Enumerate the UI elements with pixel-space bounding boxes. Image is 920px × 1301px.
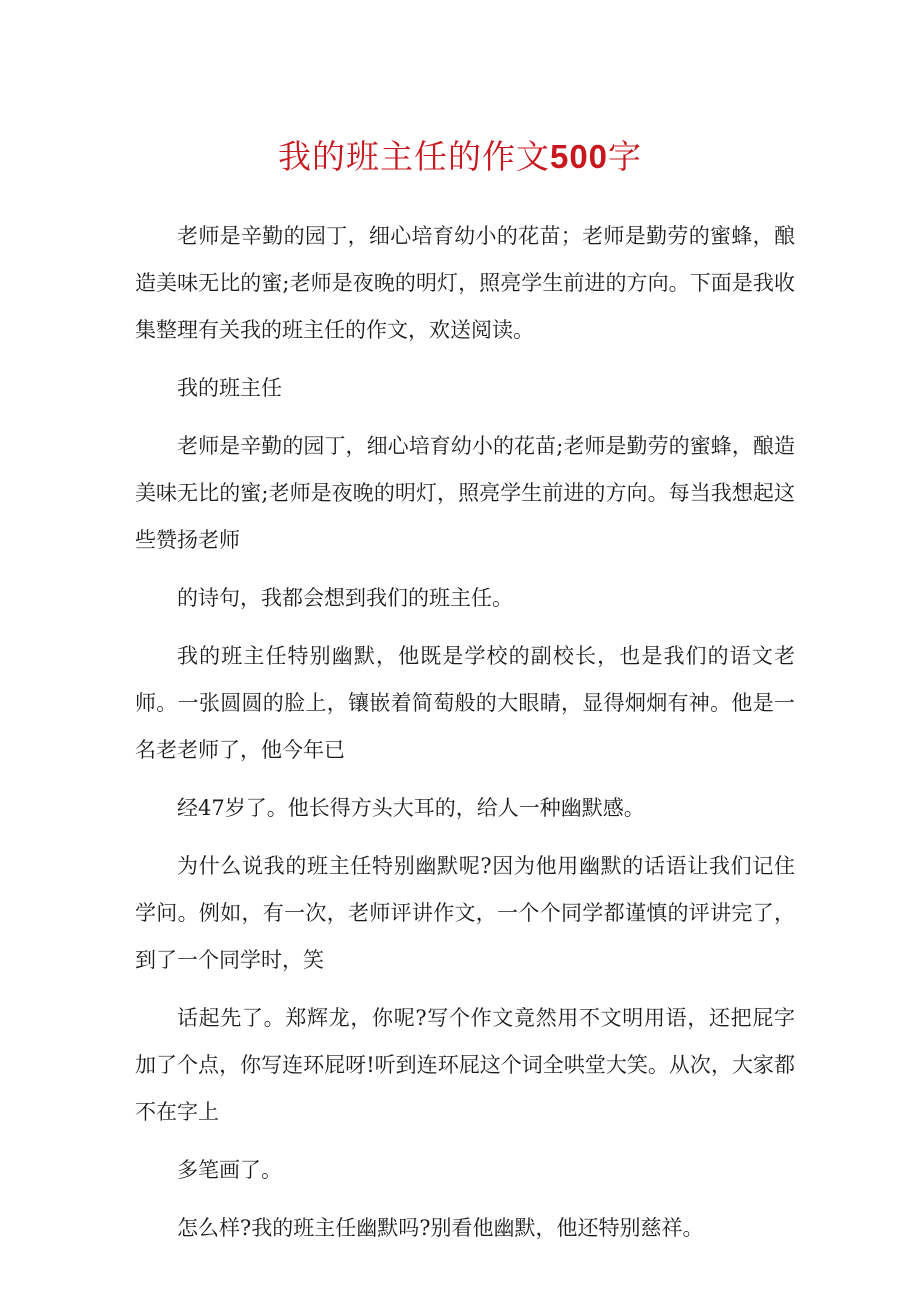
paragraph-intro: 老师是辛勤的园丁，细心培育幼小的花苗；老师是勤劳的蜜蜂，酿造美味无比的蜜;老师是夜晚的明灯，照亮学生前进的方向。下面是我收集整理有关我的班主任的作文，欢送阅读。 bbox=[135, 224, 795, 342]
title-suffix: 字 bbox=[608, 137, 643, 176]
paragraph: 我的班主任特别幽默，他既是学校的副校长，也是我们的语文老师。一张圆圆的脸上，镶嵌着简萄般的大眼睛，显得炯炯有神。他是一名老老师了，他今年已 bbox=[135, 644, 795, 762]
article-body bbox=[135, 213, 795, 1263]
page-title bbox=[0, 133, 920, 181]
title-text: 我的班主任的作文 bbox=[277, 137, 550, 176]
paragraph: 多笔画了。 bbox=[177, 1158, 282, 1182]
paragraph: 的诗句，我都会想到我们的班主任。 bbox=[177, 586, 513, 610]
paragraph: 话起先了。郑辉龙，你呢?写个作文竟然用不文明用语，还把屁字加了个点，你写连环屁呀!听到连环屁这个词全哄堂大笑。从次，大家都不在字上 bbox=[135, 1006, 795, 1124]
paragraph: 经47岁了。他长得方头大耳的，给人一种幽默感。 bbox=[177, 796, 645, 820]
title-number: 500 bbox=[549, 138, 609, 175]
paragraph: 老师是辛勤的园丁，细心培育幼小的花苗;老师是勤劳的蜜蜂，酿造美味无比的蜜;老师是夜晚的明灯，照亮学生前进的方向。每当我想起这些赞扬老师 bbox=[135, 434, 795, 552]
paragraph: 为什么说我的班主任特别幽默呢?因为他用幽默的话语让我们记住学问。例如，有一次，老师评讲作文，一个个同学都谨慎的评讲完了，到了一个同学时，笑 bbox=[135, 854, 795, 972]
paragraph: 怎么样?我的班主任幽默吗?别看他幽默，他还特别慈祥。 bbox=[177, 1216, 704, 1240]
paragraph-subtitle: 我的班主任 bbox=[177, 376, 282, 400]
